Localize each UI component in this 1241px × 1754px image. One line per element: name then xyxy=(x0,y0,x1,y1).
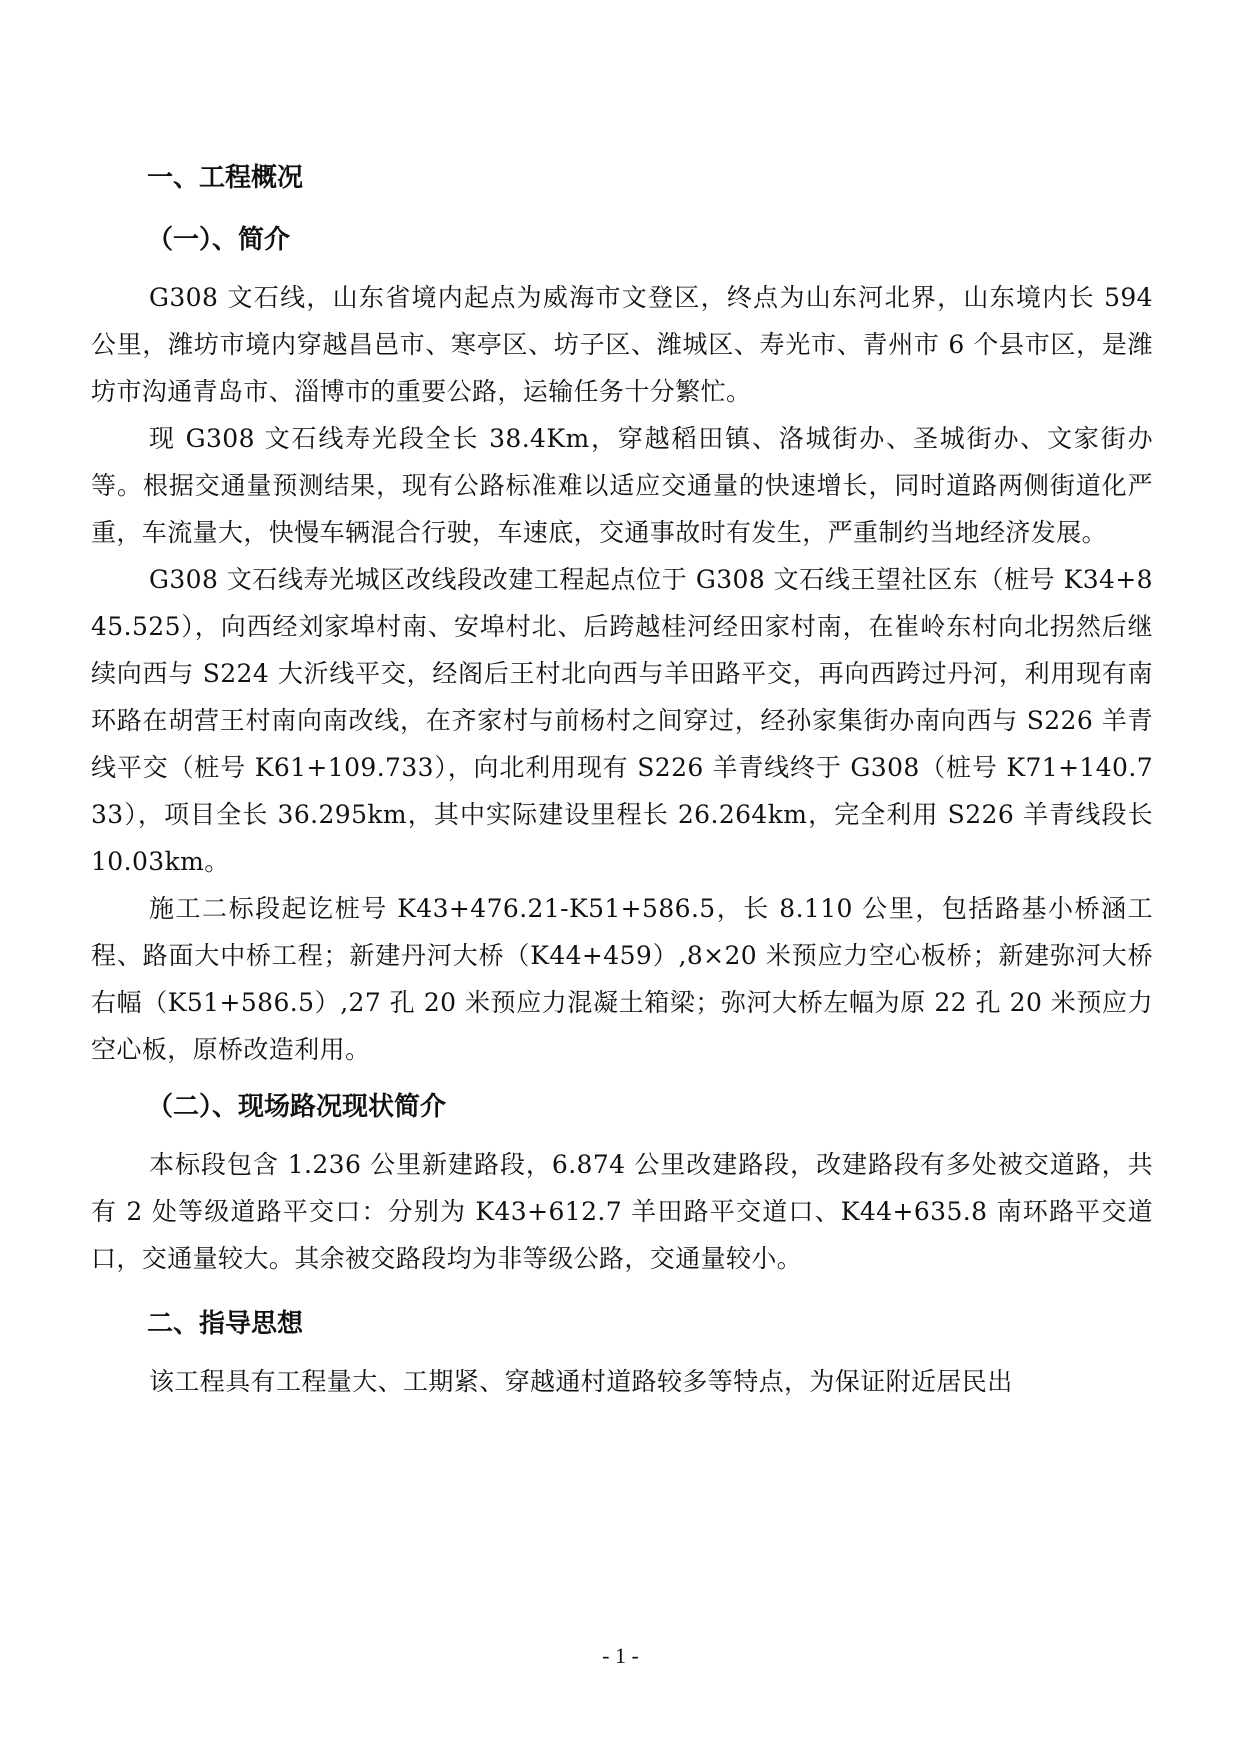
section-heading-guiding-principles: 二、指导思想 xyxy=(147,1309,304,1339)
section-heading-overview: 一、工程概况 xyxy=(147,163,304,193)
paragraph: 施工二标段起讫桩号 K43+476.21-K51+586.5，长 8.110 公里，包括路基小桥涵工程、路面大中桥工程；新建丹河大桥（K44+459）,8×20 米预应力空心板桥；新建弥河大桥右幅（K51+586.5）,27 孔 20 米预应力混凝土箱梁；弥河大桥左幅为原 22 孔 20 米预应力空心板，原桥改造利用。 xyxy=(91,894,1153,1064)
paragraph: 本标段包含 1.236 公里新建路段，6.874 公里改建路段，改建路段有多处被交道路，共有 2 处等级道路平交口：分别为 K43+612.7 羊田路平交道口、K44+635.8 南环路平交道口，交通量较大。其余被交路段均为非等级公路，交通量较小。 xyxy=(91,1150,1153,1273)
document-body xyxy=(91,158,1153,1405)
paragraph: G308 文石线寿光城区改线段改建工程起点位于 G308 文石线王望社区东（桩号 K34+845.525），向西经刘家埠村南、安埠村北、后跨越桂河经田家村南，在崔岭东村向北拐然后继续向西与 S224 大沂线平交，经阁后王村北向西与羊田路平交，再向西跨过丹河，利用现有南环路在胡营王村南向南改线，在齐家村与前杨村之间穿过，经孙家集街办南向西与 S226 羊青线平交（桩号 K61+109.733），向北利用现有 S226 羊青线终于 G308（桩号 K71+140.733），项目全长 36.295km，其中实际建设里程长 26.264km，完全利用 S226 羊青线段长 10.03km。 xyxy=(91,565,1153,876)
paragraph: G308 文石线，山东省境内起点为威海市文登区，终点为山东河北界，山东境内长 594 公里，潍坊市境内穿越昌邑市、寒亭区、坊子区、潍城区、寿光市、青州市 6 个县市区，是潍坊市沟通青岛市、淄博市的重要公路，运输任务十分繁忙。 xyxy=(91,283,1153,406)
subsection-heading-site-conditions: （二）、现场路况现状简介 xyxy=(147,1092,447,1122)
page-number: - 1 - xyxy=(602,1643,639,1668)
subsection-heading-intro: （一）、简介 xyxy=(147,225,291,255)
paragraph: 现 G308 文石线寿光段全长 38.4Km，穿越稻田镇、洛城街办、圣城街办、文家街办等。根据交通量预测结果，现有公路标准难以适应交通量的快速增长，同时道路两侧街道化严重，车流量大，快慢车辆混合行驶，车速底，交通事故时有发生，严重制约当地经济发展。 xyxy=(91,424,1153,547)
paragraph: 该工程具有工程量大、工期紧、穿越通村道路较多等特点，为保证附近居民出 xyxy=(149,1367,1013,1396)
